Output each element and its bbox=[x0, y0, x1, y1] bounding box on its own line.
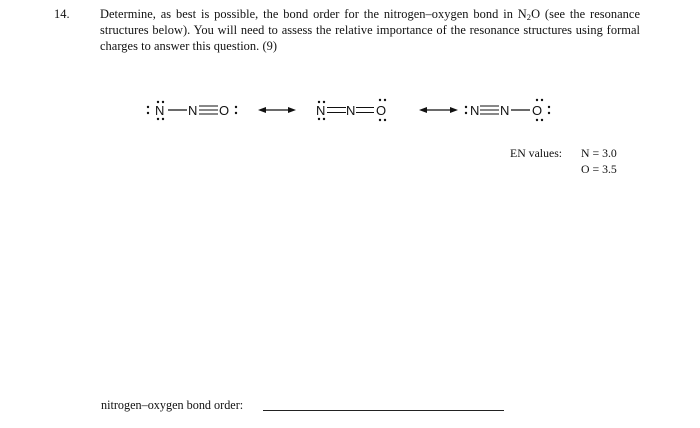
question-number: 14. bbox=[54, 7, 70, 21]
structure-3-atom-3: O bbox=[532, 103, 543, 118]
en-values-label: EN values: bbox=[510, 146, 563, 160]
structure-3-atom-1: N bbox=[470, 103, 480, 118]
resonance-arrow-2 bbox=[419, 107, 458, 113]
answer-blank-line[interactable] bbox=[263, 410, 504, 411]
structure-1-atom-2: N bbox=[188, 103, 198, 118]
structure-1-atom-3: O bbox=[219, 103, 230, 118]
en-value-nitrogen: N = 3.0 bbox=[581, 146, 617, 160]
structure-3-atom-2: N bbox=[500, 103, 510, 118]
resonance-structure-1 bbox=[147, 101, 237, 120]
resonance-structure-2 bbox=[316, 99, 386, 121]
structure-1-atom-1: N bbox=[155, 103, 165, 118]
answer-label: nitrogen–oxygen bond order: bbox=[101, 398, 244, 412]
en-value-oxygen: O = 3.5 bbox=[581, 162, 617, 176]
question-text-start: Determine, as best is possible, the bond order for the nitrogen–oxygen bond in N bbox=[100, 7, 527, 21]
question-text-end: O (see the resonance structures below). You will need to assess the relative importance of the resonance structures using formal charges to answer this question. (9) bbox=[100, 7, 640, 53]
resonance-structure-3 bbox=[465, 99, 550, 121]
resonance-arrow-1 bbox=[258, 107, 296, 113]
structure-2-atom-1: N bbox=[316, 103, 326, 118]
structure-2-atom-3: O bbox=[376, 103, 387, 118]
structure-2-atom-2: N bbox=[346, 103, 356, 118]
formula-subscript: 2 bbox=[526, 12, 532, 22]
